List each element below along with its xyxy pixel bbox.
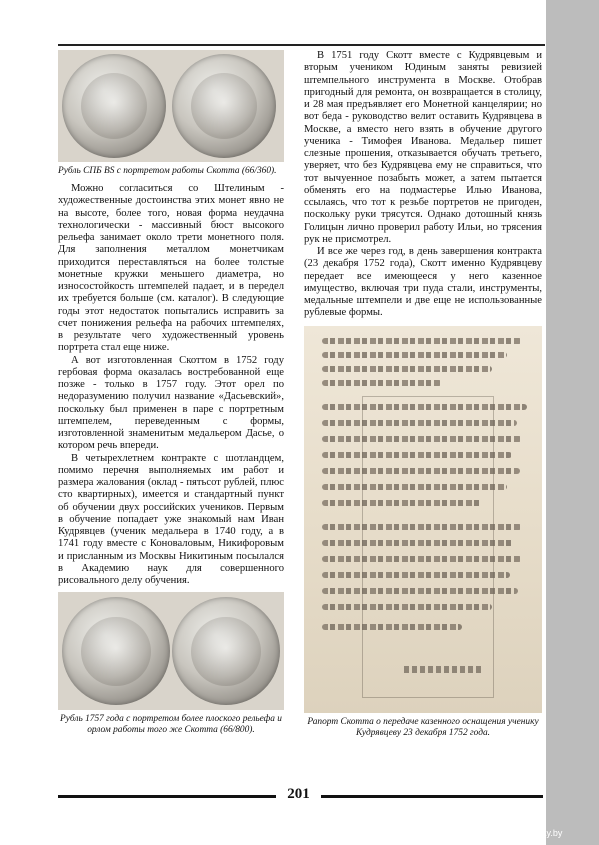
figure1-caption: Рубль СПБ BS с портретом работы Скотта (66/360). <box>58 166 277 176</box>
figure2-caption: Рубль 1757 года с портретом более плоского рельефа и орлом работы того же Скотта (66/800). <box>60 714 282 736</box>
handwriting-line <box>322 420 517 426</box>
footer-rule-left <box>58 795 276 798</box>
coin-obverse-portrait <box>62 54 166 158</box>
paragraph: В 1751 году Скотт вместе с Кудрявцевым и вторым учеником Юдиным заняты ревизией штемпельного инструмента в Москве. Отобрав пригодный для ремонта, он возвращается в столицу, и 28 мая предъявляет его Монетной канцелярии; но вот беда - руководство велит оставить Кудрявцева в Москве, а вместо него взять в обучение другого ученика - Тимофея Иванова. Медальер пишет слезные прошения, отказывается обучать третьего, уверяет, что без Кудрявцева ему не справиться, что тот вычуенное позабыть может, а затем пытается обменять его на подмастерье Илью Иванова, ссылаясь, что тот к резьбе портретов не пригоден, поскольку руки трясутся. Однако дотошный князь Голицын лично проверил работу Ильи, но трясения рук не присмотрел. <box>304 50 542 245</box>
figure-ruble-1757 <box>58 592 284 710</box>
right-column <box>304 50 542 745</box>
left-column <box>58 50 284 742</box>
handwriting-line <box>322 524 522 530</box>
handwritten-date <box>404 666 484 673</box>
coin-reverse-eagle <box>172 597 280 705</box>
handwriting-line <box>322 500 482 506</box>
handwriting-line <box>322 436 522 442</box>
watermark-text: www.ay.by <box>520 828 563 838</box>
handwriting-line <box>322 352 507 358</box>
paragraph: А вот изготовленная Скоттом в 1752 году гербовая форма оказалась востребованной еще позже - только в 1757 году. Этот орел по недоразумению получил название «Дасьевский», поскольку был применен в паре с портретным штемпелем, переведенным с формы, изготовленной знаменитым медальером Дасье, о котором речь впереди. <box>58 354 284 452</box>
paragraph: И все же через год, в день завершения контракта (23 декабря 1752 года), Скотт именно Кудрявцеву передает все имеющееся у него казенное имущество, включая три пуда стали, инструменты, медальные штемпели и две еще не использованные рублевые формы. <box>304 246 542 319</box>
handwriting-line <box>322 588 518 594</box>
handwriting-line <box>322 540 514 546</box>
handwriting-line <box>322 556 522 562</box>
handwriting-line <box>322 404 527 410</box>
handwriting-line <box>322 366 492 372</box>
handwriting-line <box>322 468 520 474</box>
figure3-caption: Рапорт Скотта о передаче казенного оснащения ученику Кудрявцеву 23 декабря 1752 года. <box>307 716 539 738</box>
manuscript-report-image <box>304 326 542 713</box>
handwriting-line <box>322 338 522 344</box>
handwriting-line <box>322 572 510 578</box>
handwriting-line <box>322 484 507 490</box>
coin-obverse-portrait <box>62 597 170 705</box>
margin-band <box>546 0 599 845</box>
coin-reverse-eagle <box>172 54 276 158</box>
page-number: 201 <box>287 786 310 802</box>
handwriting-line <box>322 452 512 458</box>
header-rule <box>58 44 545 46</box>
footer-rule-right <box>321 795 543 798</box>
handwriting-line <box>322 624 462 630</box>
paragraph: Можно согласиться со Штелиным - художественные достоинства этих монет явно не на высоте, более того, новая форма неудачна технологически - массивный бюст высокого рельефа занимает около трети монетного поля. Для заполнения металлом монетчикам приходится переставляться на более толстые монетные кружки меньшего диаметра, но износостойкость штемпелей падает, и в передел их требуется больше (см. каталог). В следующие годы этот недостаток попытались исправить за счет понижения рельефа на рабочих штемпелях, в результате чего художественный уровень портрета стал еще ниже. <box>58 183 284 354</box>
handwriting-line <box>322 604 492 610</box>
figure-ruble-spb-bs <box>58 50 284 162</box>
handwriting-line <box>322 380 442 386</box>
paragraph: В четырехлетнем контракте с шотландцем, помимо перечня выполняемых им работ и размера жалования (оклад - пятьсот рублей, плюс сто квартирных), имеется и стандартный пункт об обучении двух российских учеников. Первым в обучение попадает уже знакомый нам Иван Кудрявцев (ученик медальера в 1740 году, а в 1741 году вместе с Коноваловым, Никифоровым и присланным из Москвы Никитиным посылался в Академию наук для совершенного рисовального делу обучения. <box>58 452 284 586</box>
